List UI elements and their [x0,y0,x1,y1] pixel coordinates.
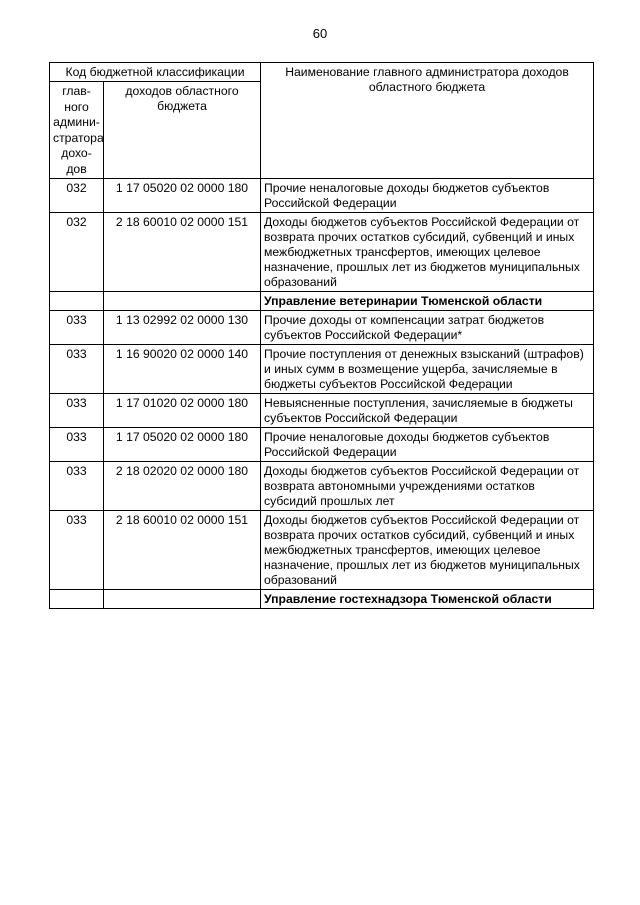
revenue-name-cell: Доходы бюджетов субъектов Российской Федерации от возврата прочих остатков субсидий, субвенций и иных межбюджетных трансфертов, имеющих целевое назначение, прошлых лет из бюджетов муниципальных образований [261,511,594,590]
admin-code-cell: 033 [50,462,104,511]
revenue-code-cell: 2 18 60010 02 0000 151 [104,213,261,292]
header-admin-name: Наименование главного администратора доходов областного бюджета [261,63,594,179]
admin-code-cell: 032 [50,213,104,292]
revenue-name-cell: Прочие неналоговые доходы бюджетов субъектов Российской Федерации [261,179,594,213]
budget-table [49,62,594,609]
section-title: Управление гостехнадзора Тюменской области [261,590,594,609]
table-body [50,179,594,609]
table-row [50,394,594,428]
revenue-name-cell: Доходы бюджетов субъектов Российской Федерации от возврата автономными учреждениями остатков субсидий прошлых лет [261,462,594,511]
table-row [50,428,594,462]
revenue-code-cell: 1 17 05020 02 0000 180 [104,428,261,462]
admin-code-cell: 033 [50,345,104,394]
header-chief-admin-line: глав- [62,84,91,98]
table-row [50,511,594,590]
header-chief-admin [50,82,104,179]
revenue-code-cell [104,292,261,311]
table-row [50,179,594,213]
revenue-name-cell: Прочие неналоговые доходы бюджетов субъектов Российской Федерации [261,428,594,462]
header-budget-classification-code: Код бюджетной классификации [50,63,261,82]
admin-code-cell: 033 [50,311,104,345]
revenue-name-cell: Невыясненные поступления, зачисляемые в бюджеты субъектов Российской Федерации [261,394,594,428]
revenue-name-cell: Прочие поступления от денежных взысканий (штрафов) и иных сумм в возмещение ущерба, зачисляемые в бюджеты субъектов Российской Федерации [261,345,594,394]
header-chief-admin-line: дов [66,161,87,176]
section-title: Управление ветеринарии Тюменской области [261,292,594,311]
revenue-code-cell: 1 13 02992 02 0000 130 [104,311,261,345]
section-row [50,292,594,311]
table-row [50,213,594,292]
revenue-name-cell: Прочие доходы от компенсации затрат бюджетов субъектов Российской Федерации* [261,311,594,345]
header-chief-admin-line: стратора [53,130,104,145]
page-number: 60 [312,26,328,41]
admin-code-cell: 033 [50,511,104,590]
revenue-code-cell: 1 17 01020 02 0000 180 [104,394,261,428]
revenue-code-cell: 1 17 05020 02 0000 180 [104,179,261,213]
header-chief-admin-line: дохо- [61,146,92,160]
revenue-code-cell [104,590,261,609]
admin-code-cell: 033 [50,394,104,428]
admin-code-cell: 032 [50,179,104,213]
admin-code-cell [50,590,104,609]
revenue-name-cell: Доходы бюджетов субъектов Российской Федерации от возврата прочих остатков субсидий, субвенций и иных межбюджетных трансфертов, имеющих целевое назначение, прошлых лет из бюджетов муниципальных образований [261,213,594,292]
section-row [50,590,594,609]
revenue-code-cell: 1 16 90020 02 0000 140 [104,345,261,394]
header-chief-admin-line: админи- [53,115,100,129]
table-row [50,345,594,394]
admin-code-cell [50,292,104,311]
admin-code-cell: 033 [50,428,104,462]
revenue-code-cell: 2 18 02020 02 0000 180 [104,462,261,511]
revenue-code-cell: 2 18 60010 02 0000 151 [104,511,261,590]
header-chief-admin-line: ного [64,99,89,114]
table-header [50,63,594,179]
table-row [50,311,594,345]
header-regional-revenue: доходов областного бюджета [104,82,261,179]
table-row [50,462,594,511]
